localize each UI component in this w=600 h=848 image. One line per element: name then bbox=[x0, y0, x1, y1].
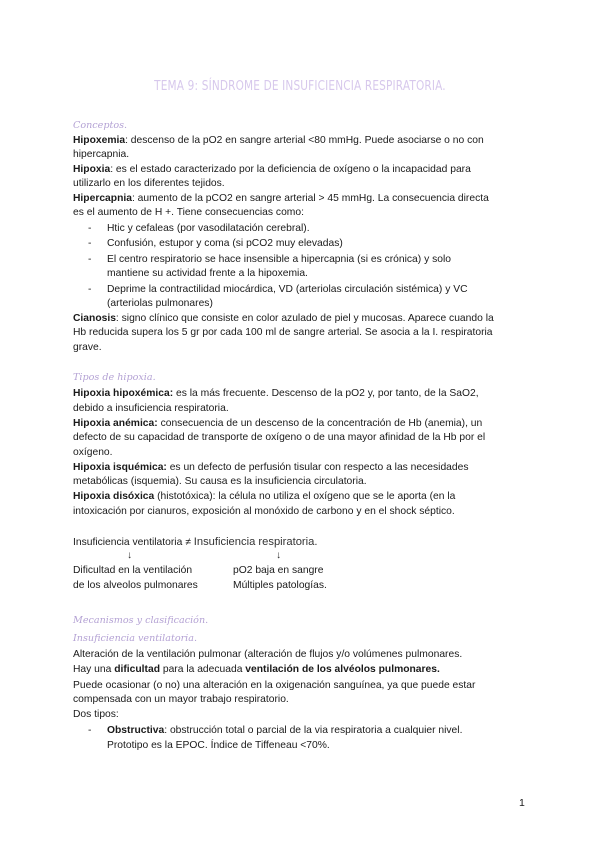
list-item: Deprime la contractilidad miocárdica, VD (arteriolas circulación sistémica) y VC bbox=[107, 284, 468, 295]
comparison-left-line-2: de los alveolos pulmonares bbox=[73, 580, 198, 591]
disoxica-line-2: intoxicación por cianuros, exposición al monóxido de carbono y en el shock séptico. bbox=[73, 506, 455, 517]
hipoxemica-line-1: Hipoxia hipoxémica: es la más frecuente. Descenso de la pO2 y, por tanto, de la SaO2, bbox=[73, 388, 479, 399]
anemica-line-2: defecto de su capacidad de transporte de oxígeno o de una mayor afinidad de la Hb por el bbox=[73, 432, 486, 443]
section-heading-conceptos: Conceptos. bbox=[73, 120, 128, 131]
hipoxia-line-1: Hipoxia: es el estado caracterizado por la deficiencia de oxígeno o la incapacidad para bbox=[73, 164, 471, 175]
down-arrow-icon: ↓ bbox=[276, 550, 282, 561]
mecanismos-line-1: Alteración de la ventilación pulmonar (alteración de flujos y/o volúmenes pulmonares. bbox=[73, 649, 463, 660]
bullet-dash: - bbox=[88, 223, 92, 234]
bullet-dash: - bbox=[88, 238, 92, 249]
cianosis-line-3: grave. bbox=[73, 342, 102, 353]
hipoxemia-line-2: hipercapnia. bbox=[73, 149, 130, 160]
comparison-left-line-1: Dificultad en la ventilación bbox=[73, 565, 193, 576]
down-arrow-icon: ↓ bbox=[127, 550, 133, 561]
mecanismos-line-5: Dos tipos: bbox=[73, 709, 119, 720]
bullet-dash: - bbox=[88, 254, 92, 265]
list-item-continuation: (arteriolas pulmonares) bbox=[107, 298, 213, 309]
obstructiva-line-2: Prototipo es la EPOC. Índice de Tiffeneau <70%. bbox=[107, 740, 330, 751]
section-heading-tipos: Tipos de hipoxia. bbox=[73, 372, 156, 383]
mecanismos-line-4: compensada con un mayor trabajo respiratorio. bbox=[73, 694, 289, 705]
hipoxemica-line-2: debido a insuficiencia respiratoria. bbox=[73, 403, 229, 414]
isquemica-line-2: metabólicas (isquemia). Su causa es la insuficiencia circulatoria. bbox=[73, 476, 367, 487]
bullet-dash: - bbox=[88, 725, 92, 736]
anemica-line-1: Hipoxia anémica: consecuencia de un descenso de la concentración de Hb (anemia), un bbox=[73, 418, 483, 429]
comparison-right-line-2: Múltiples patologías. bbox=[233, 580, 327, 591]
bullet-dash: - bbox=[88, 284, 92, 295]
list-item-continuation: mantiene su actividad frente a la hipoxemia. bbox=[107, 268, 308, 279]
mecanismos-line-3: Puede ocasionar (o no) una alteración en la oxigenación sanguínea, ya que puede estar bbox=[73, 680, 476, 691]
hipercapnia-line-1: Hipercapnia: aumento de la pCO2 en sangre arterial > 45 mmHg. La consecuencia directa bbox=[73, 193, 489, 204]
list-item: Confusión, estupor y coma (si pCO2 muy elevadas) bbox=[107, 238, 343, 249]
isquemica-line-1: Hipoxia isquémica: es un defecto de perfusión tisular con respecto a las necesidades bbox=[73, 462, 469, 473]
anemica-line-3: oxígeno. bbox=[73, 447, 113, 458]
page-number: 1 bbox=[519, 797, 525, 809]
hipoxia-line-2: utilizarlo en los diferentes tejidos. bbox=[73, 178, 225, 189]
mecanismos-line-2: Hay una dificultad para la adecuada ventilación de los alvéolos pulmonares. bbox=[73, 664, 440, 675]
comparison-header: Insuficiencia ventilatoria ≠ Insuficiencia respiratoria. bbox=[73, 536, 318, 548]
page-title: TEMA 9: SÍNDROME DE INSUFICIENCIA RESPIRATORIA. bbox=[154, 78, 446, 94]
cianosis-line-2: Hb reducida supera los 5 gr por cada 100 ml de sangre arterial. Se asocia a la I. respiratoria bbox=[73, 327, 493, 338]
disoxica-line-1: Hipoxia disóxica (histotóxica): la célula no utiliza el oxígeno que se le aporta (en la bbox=[73, 491, 456, 502]
hipoxemia-line-1: Hipoxemia: descenso de la pO2 en sangre arterial <80 mmHg. Puede asociarse o no con bbox=[73, 135, 484, 146]
comparison-right-line-1: pO2 baja en sangre bbox=[233, 565, 324, 576]
obstructiva-line-1: Obstructiva: obstrucción total o parcial de la via respiratoria a cualquier nivel. bbox=[107, 725, 463, 736]
subheading-insuficiencia-ventilatoria: Insuficiencia ventilatoria. bbox=[73, 633, 198, 644]
hipercapnia-line-2: es el aumento de H +. Tiene consecuencias como: bbox=[73, 207, 304, 218]
list-item: Htic y cefaleas (por vasodilatación cerebral). bbox=[107, 223, 310, 234]
section-heading-mecanismos: Mecanismos y clasificación. bbox=[73, 615, 209, 626]
list-item: El centro respiratorio se hace insensible a hipercapnia (si es crónica) y solo bbox=[107, 254, 451, 265]
cianosis-line-1: Cianosis: signo clínico que consiste en color azulado de piel y mucosas. Aparece cuando la bbox=[73, 313, 494, 324]
